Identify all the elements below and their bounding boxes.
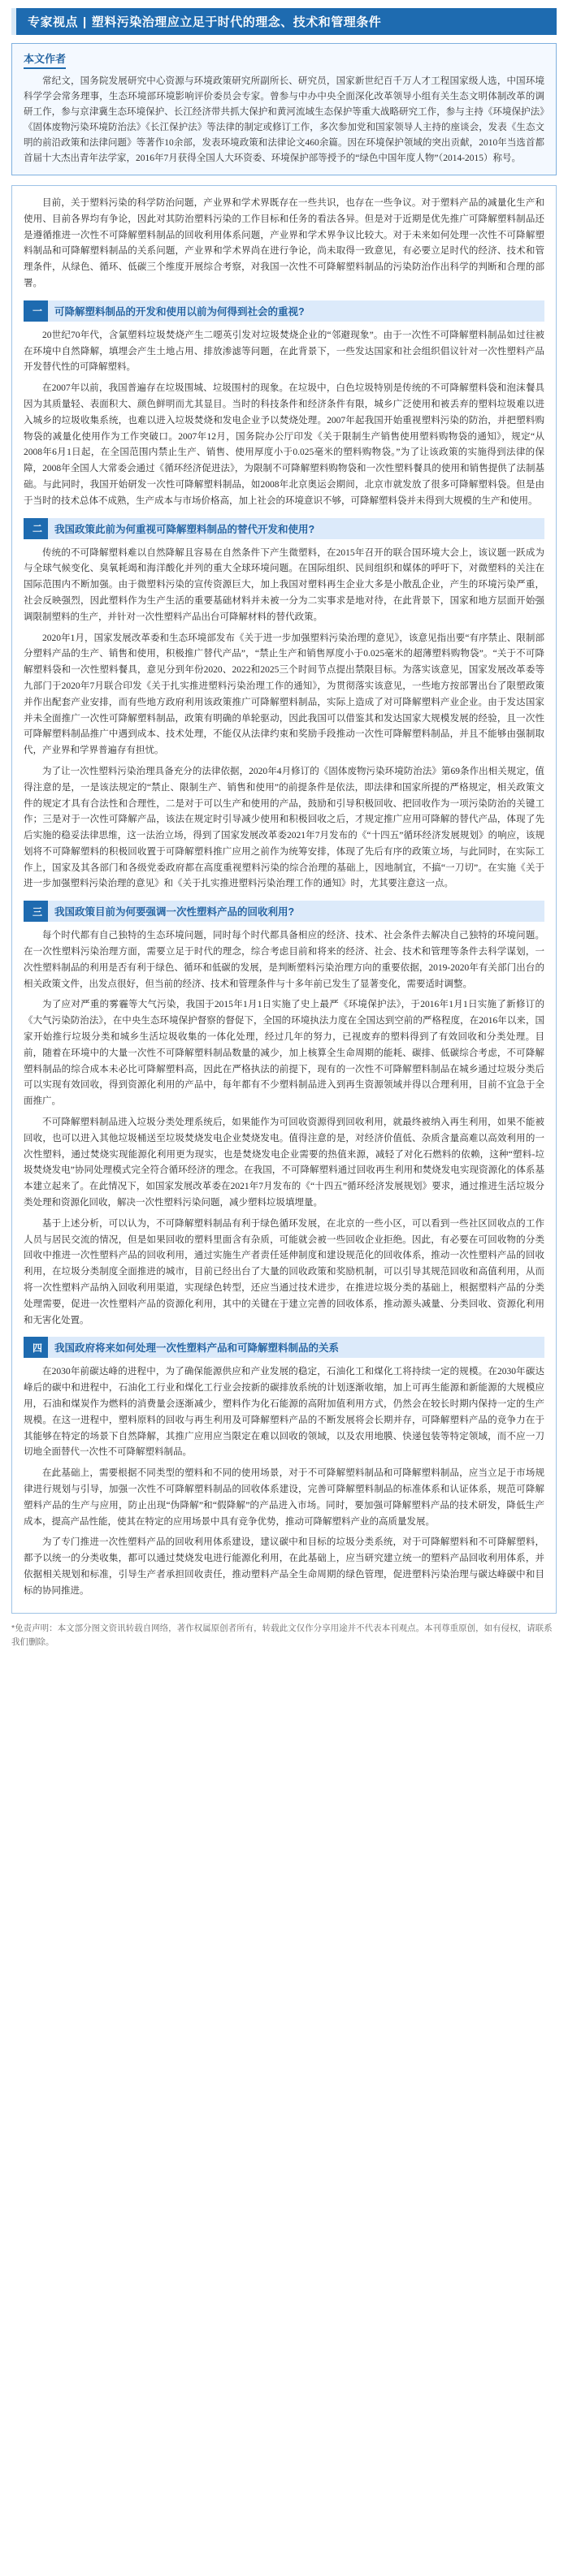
section-2-paragraph: 2020年1月，国家发展改革委和生态环境部发布《关于进一步加强塑料污染治理的意见》，该意见指出要“有序禁止、限制部分塑料产品的生产、销售和使用，积极推广替代产品”，“禁止生产和销售厚度小于0.025毫米的超薄塑料购物袋”。“关于不可降解塑料袋和一次性塑料餐具，意见分到年份2020、2022和2025三个时间节点提出禁限目标。为落实该意见，国家发展改革委等九部门于2020年7月联合印发《关于扎实推进塑料污染治理工作的通知》，为贯彻落实该意见，一些地方按部署出台了限塑政策并作出配套产业安排，而有些地方政府利用该政策推广可降解塑料制品，实际上造成了对可降解塑料产业企业。由于发达国家并未全面推广一次性可降解塑料制品，政策有明确的单轮驱动，因此我国可以借鉴其和发达国家大规模发展的经验，且一次性可降解塑料制品推广中遇到成本、技术处理，不能仅从法律约束和奖励手段推动一次性可降解塑料制品，并且不能够由强制取代，产业界和学界普遍存有担忧。 (24, 633, 544, 756)
section-1-paragraph: 20世纪70年代，含氯塑料垃圾焚烧产生二噁英引发对垃圾焚烧企业的“邻避现象”。由于一次性不可降解塑料制品如过往被在环境中自然降解，填埋会产生土地占用、排放渗滤等问题，在此背景下，一些发达国家和社会组织倡议针对一次性塑料产品开发替代性的可降解塑料。 (24, 330, 544, 373)
section-number-3: 三 (27, 901, 48, 922)
section-title-3: 我国政策目前为何要强调一次性塑料产品的回收利用? (54, 906, 295, 918)
section-title-4: 我国政府将来如何处理一次性塑料产品和可降解塑料制品的关系 (54, 1342, 340, 1355)
section-4-paragraph: 在此基础上，需要根据不同类型的塑料和不同的使用场景，对于不可降解塑料制品和可降解塑料制品，应当立足于市场规律进行规划与引导，加强一次性不可降解塑料制品的回收体系建设，完善可降解塑料制品的标准体系和认证体系，规范可降解塑料产品的生产与应用，防止出现“伪降解”和“假降解”的产品进入市场。同时，要加强可降解塑料产品的技术研发，降低生产成本，提高产品性能，使其在特定的应用场景中具有竞争优势，推动可降解塑料产业的高质量发展。 (24, 1468, 544, 1527)
section-heading-3 (24, 901, 544, 922)
article-body (11, 185, 557, 1614)
section-number-2: 二 (27, 518, 48, 539)
author-label: 本文作者 (24, 50, 66, 69)
section-4-paragraph: 在2030年前碳达峰的进程中，为了确保能源供应和产业发展的稳定，石油化工和煤化工将持续一定的规模。在2030年碳达峰后的碳中和进程中，石油化工行业和煤化工行业会按新的碳排放系统的计划逐渐收缩，加上可再生能源和新能源的大规模应用，石油和煤炭作为燃料的消费量会逐渐减少，塑料作为化石能源的高附加值利用方式，仍然会在较长时期内保持一定的生产规模。在这一进程中，塑料原料的回收与再生利用及可降解塑料产品的不断发展将会长期并存，可降解塑料产品的竞争力在于其能够在特定的场景下自然降解，其推广应用应当限定在难以回收的领域，以及农用地膜、快递包装等特定领域，而不应一刀切地全面替代一次性不可降解塑料制品。 (24, 1367, 544, 1458)
section-title-1: 可降解塑料制品的开发和使用以前为何得到社会的重视? (54, 305, 305, 318)
disclaimer: *免责声明：本文部分图文资讯转载自网络，著作权属原创者所有，转载此文仅作分享用途并不代表本刊观点。本刊尊重原创，如有侵权，请联系我们删除。 (11, 1623, 553, 1647)
section-4-paragraph: 为了专门推进一次性塑料产品的回收利用体系建设，建议碳中和目标的垃圾分类系统，对于可降解塑料和不可降解塑料，都予以统一的分类收集，都可以通过焚烧发电进行能源化利用，在此基础上，应当研究建立统一的塑料产品回收利用体系，并依据相关规划和标准，引导生产者承担回收责任，推动塑料产品全生命周期的绿色管理，促进塑料污染治理与碳达峰碳中和目标的协同推进。 (24, 1537, 544, 1596)
section-1-paragraph: 在2007年以前，我国普遍存在垃圾围城、垃圾围村的现象。在垃圾中，白色垃圾特别是传统的不可降解塑料袋和泡沫餐具因为其质量轻、表面积大、颜色鲜明而尤其显目。当时的科技条件和经济条件有限，城乡广泛使用和被丢弃的塑料垃圾难以进入城乡的垃圾收集系统，也难以进入垃圾焚烧和发电企业予以焚烧处理。2007年起我国开始重视塑料污染的防治，并把塑料购物袋的减量化使用作为工作突破口。2007年12月，国务院办公厅印发《关于限制生产销售使用塑料购物袋的通知》，规定“从2008年6月1日起，在全国范围内禁止生产、销售、使用厚度小于0.025毫米的塑料购物袋。”为了让该政策的实施得到法律的保障，2008年全国人大常委会通过《循环经济促进法》，为限制不可降解塑料购物袋和一次性塑料餐具的使用和销售提供了法制基础。与此同时，我国开始研发一次性可降解塑料制品，如2008年北京奥运会期间，北京市就发放了很多可降解塑料袋。但是由于当时的技术总体不成熟，生产成本与市场价格高，加上社会的环境意识不够，可降解塑料袋并未得到大规模的生产和使用。 (24, 383, 544, 506)
column-tag: 专家视点 (28, 15, 79, 29)
section-title-2: 我国政策此前为何重视可降解塑料制品的替代开发和使用? (54, 523, 315, 535)
article-title: 塑料污染治理应立足于时代的理念、技术和管理条件 (91, 15, 382, 29)
article-header (11, 8, 557, 35)
section-heading-1 (24, 300, 544, 322)
header-separator: | (83, 15, 87, 29)
section-number-1: 一 (27, 300, 48, 322)
author-bio: 常纪文，国务院发展研究中心资源与环境政策研究所副所长、研究员，国家新世纪百千万人才工程国家级人选，中国环境科学学会常务理事，生态环境部环境影响评价委员会专家。曾参与中办中央全面深化改革领导小组有关生态文明体制改革的调研工作，参与京津冀生态环境保护、长江经济带共抓大保护和黄河流域生态保护等重大战略研究工作，参与主持《环境保护法》《固体废物污染环境防治法》《长江保护法》等法律的制定或修订工作，多次参加党和国家领导人主持的座谈会，发表《生态文明的前沿政策和法律问题》等著作10余部，发表环境政策和法律论文460余篇。因在环境保护领域的突出贡献，2010年当选首都首届十大杰出青年法学家，2016年7月获得全国人大环资委、环境保护部等授予的“绿色中国年度人物”（2014-2015）称号。 (24, 76, 544, 163)
section-number-4: 四 (27, 1337, 48, 1358)
section-3-paragraph: 不可降解塑料制品进入垃圾分类处理系统后，如果能作为可回收资源得到回收利用，就最终被纳入再生利用，如果不能被回收，也可以进入其他垃圾桶送至垃圾焚烧发电企业焚烧发电。值得注意的是，对经济价值低、杂质含量高难以高效利用的一次性塑料，通过焚烧实现能源化利用更为现实，也是焚烧发电企业需要的热值来源，减轻了对化石燃料的依赖，这种“塑料-垃圾焚烧发电”协同处理模式完全符合循环经济的理念。在我国，不可降解塑料通过回收再生利用和焚烧发电实现资源化的体系基本建立起来了。在此情况下，如国家发展改革委在2021年7月发布的《“十四五”循环经济发展规划》要求，通过推进生活垃圾分类处理和资源化回收，解决一次性塑料污染问题，减少塑料垃圾填埋量。 (24, 1117, 544, 1208)
section-3-paragraph: 基于上述分析，可以认为，不可降解塑料制品有利于绿色循环发展，在北京的一些小区，可以看到一些社区回收点的工作人员与居民交流的情况，但是如果回收的塑料里面含有杂质，可能就会被一些回收企业拒绝。因此，有必要在可回收物的分类回收中推进一次性塑料产品的回收利用，通过实施生产者责任延伸制度和建设规范化的回收体系，推动一次性塑料产品的回收利用，在垃圾分类制度全面推进的城市，目前已经出台了大量的回收政策和奖励机制，可以引导其规范回收和高值利用，从而将一次性塑料产品纳入回收利用渠道，实现绿色转型，还应当通过技术进步，在推进垃圾分类的基础上，根据塑料产品的分类处理需要，促进一次性塑料产品的资源化利用，其中的关键在于建立完善的回收体系，推动源头减量、分类回收、资源化利用和无害化处置。 (24, 1218, 544, 1325)
section-heading-2 (24, 518, 544, 539)
section-3-paragraph: 每个时代都有自己独特的生态环境问题，同时每个时代都具备相应的经济、技术、社会条件去解决自己独特的环境问题。在一次性塑料污染治理方面，需要立足于时代的理念，综合考虑目前和将来的经济、社会、技术和管理等条件去科学谋划，一次性塑料制品的利用是否有利于绿色、循环和低碳的发展，是判断塑料污染治理方向的重要依据，2019-2020年有关部门出台的相关政策文件，出发点很好，但当前的经济、技术和管理条件与十多年前已发生了显著变化，需要适时调整。 (24, 931, 544, 989)
section-heading-4 (24, 1337, 544, 1358)
author-box (11, 43, 557, 175)
intro-paragraph: 目前，关于塑料污染的科学防治问题，产业界和学术界既存在一些共识，也存在一些争议。对于塑料产品的减量化生产和使用、目前各界均有争论，因此对其防治塑料污染的工作目标和任务的看法各异。但是对于近期是优先推广可降解塑料制品还是遵循推进一次性不可降解塑料制品的回收利用体系问题，产业界和学术界争议比较大。对于未来如何处理一次性不可降解塑料制品和可降解塑料制品的关系问题，产业界和学术界尚在进行争论，尚未取得一致意见，有必要立足时代的经济、技术和管理条件，从绿色、循环、低碳三个维度开展综合考察，对我国一次性不可降解塑料制品的污染防治作出科学的判断和合理的部署。 (24, 198, 544, 288)
section-3-paragraph: 为了应对严重的雾霾等大气污染，我国于2015年1月1日实施了史上最严《环境保护法》，于2016年1月1日实施了新修订的《大气污染防治法》，在中央生态环境保护督察的督促下，全国的环境执法力度在全国达到空前的严格程度，在2016年以来，国家开始推行垃圾分类和城乡生活垃圾收集的一体化处理，经过几年的努力，已视废弃的塑料得到了有效回收和分类处理。目前，随着在环境中的大量一次性不可降解塑料制品数量的减少，加上核算全生命周期的能耗、碳排、低碳综合考虑，不可降解塑料制品的综合成本未必比可降解塑料高，因此在严格执法的前提下，现有的一次性不可降解塑料制品在城乡通过垃圾分类后可以实现有效回收，得到资源化利用的产品中，每年都有不少塑料制品进入到再生资源领域并得以合理利用，目前不宜急于全面推广。 (24, 1000, 544, 1107)
section-2-paragraph: 传统的不可降解塑料难以自然降解且容易在自然条件下产生微塑料，在2015年召开的联合国环境大会上，该议题一跃成为与全球气候变化、臭氧耗竭和海洋酸化并列的重大全球环境问题。在国际组织、民间组织和媒体的呼吁下，对微塑料的关注在国际范围内不断加强。由于微塑料污染的宣传资源巨大，加上我国对塑料再生企业大多是小散乱企业，产生的环境污染严重，社会反映强烈，因此塑料作为生产生活的重要基础材料并未被一分为二实事求是地对待，在此背景下，国家和地方层面开始强调限制塑料的生产，并针对一次性塑料产品出台可降解材料的替代政策。 (24, 547, 544, 622)
section-2-paragraph: 为了让一次性塑料污染治理具备充分的法律依据，2020年4月修订的《固体废物污染环境防治法》第69条作出相关规定，值得注意的是，一是该法规定的“禁止、限制生产、销售和使用”的前提条件是依法，即法律和国家所提的严格规定，相关政策文件的规定才具有合法性和合理性，二是对于可以生产和使用的产品，鼓励和引导积极回收、把回收作为一项污染防治的关键工作；三是对于一次性可降解产品，该法在规定时引导减少使用和积极回收之后，才规定推广应用可降解的替代产品，体现了先后实施的稳妥法律思维，这一法治立场，得到了国家发展改革委2021年7月发布的《“十四五”循环经济发展规划》的响应，该规划将不可降解塑料的积极回收置于可降解塑料推广应用之前作为统筹安排，体现了先后有序的政策立场，与此同时，在实际工作上，国家及其各部门和各级党委政府都在高度重视塑料污染的综合治理的基础上，因地制宜，不搞“一刀切”。在实施《关于进一步加强塑料污染治理的意见》和《关于扎实推进塑料污染治理工作的通知》时，尤其要注意这一点。 (24, 766, 544, 889)
